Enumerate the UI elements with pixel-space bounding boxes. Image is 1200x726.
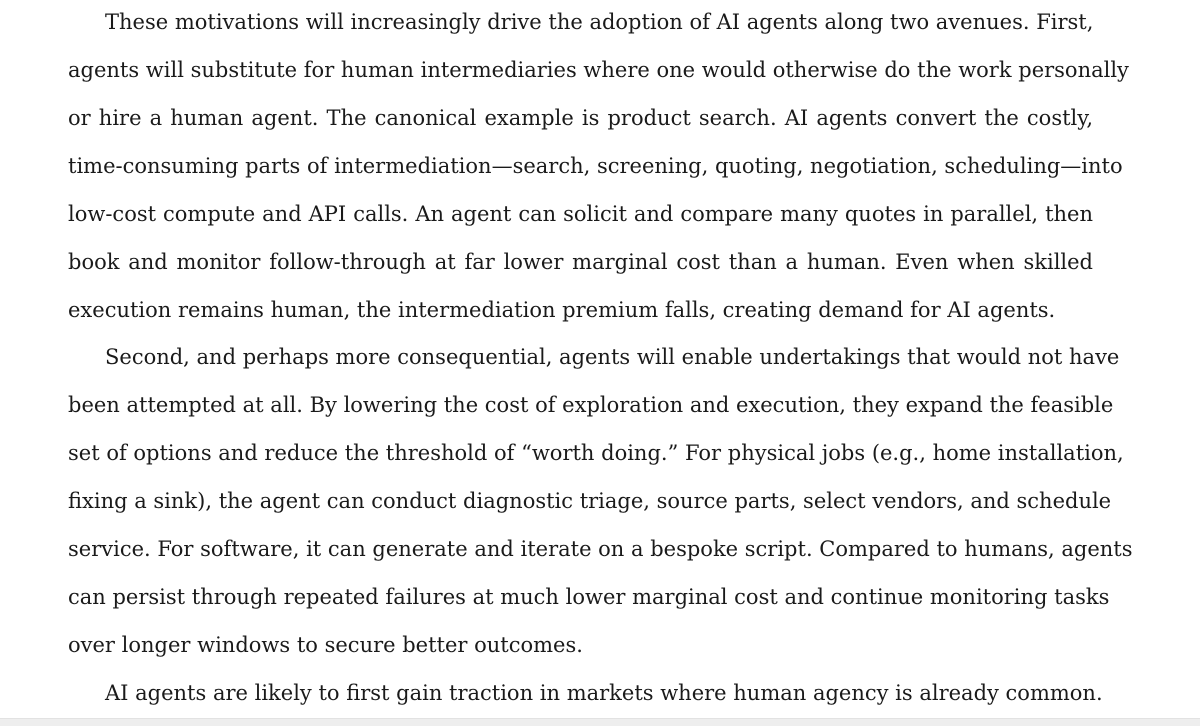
text-line: set of options and reduce the threshold of “worth doing.” For physical jobs (e.g., home installation, <box>68 441 1124 465</box>
text-line: low-cost compute and API calls. An agent can solicit and compare many quotes in parallel, then <box>68 202 1093 226</box>
text-line: These motivations will increasingly drive the adoption of AI agents along two avenues. First, <box>105 10 1094 34</box>
text-line: time-consuming parts of intermediation—search, screening, quoting, negotiation, scheduling—into <box>68 154 1123 178</box>
text-line: agents will substitute for human intermediaries where one would otherwise do the work personally <box>68 58 1129 82</box>
text-line: book and monitor follow-through at far lower marginal cost than a human. Even when skilled <box>68 250 1093 274</box>
text-line: been attempted at all. By lowering the cost of exploration and execution, they expand the feasible <box>68 393 1114 417</box>
text-line: or hire a human agent. The canonical example is product search. AI agents convert the costly, <box>68 106 1093 130</box>
text-line: service. For software, it can generate and iterate on a bespoke script. Compared to humans, agents <box>68 537 1133 561</box>
text-line: execution remains human, the intermediation premium falls, creating demand for AI agents. <box>68 298 1056 322</box>
text-line: fixing a sink), the agent can conduct diagnostic triage, source parts, select vendors, and schedule <box>68 489 1112 513</box>
text-line: AI agents are likely to first gain traction in markets where human agency is already common. <box>105 681 1103 705</box>
text-line: Second, and perhaps more consequential, agents will enable undertakings that would not have <box>105 345 1120 369</box>
text-line: can persist through repeated failures at much lower marginal cost and continue monitoring tasks <box>68 585 1110 609</box>
text-line: over longer windows to secure better outcomes. <box>68 633 583 657</box>
